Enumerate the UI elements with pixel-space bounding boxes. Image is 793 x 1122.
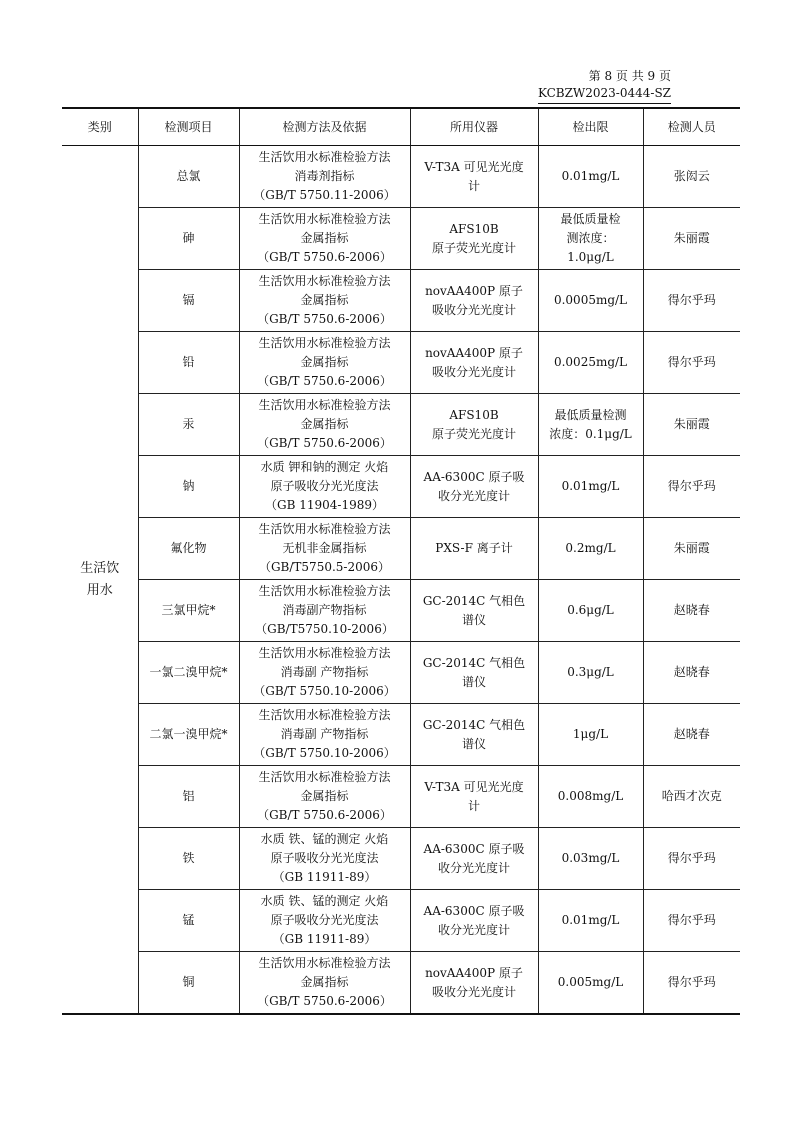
method-line: 水质 铁、锰的测定 火焰 bbox=[260, 894, 389, 908]
column-header-lod: 检出限 bbox=[538, 108, 643, 146]
lod-line: 0.01mg/L bbox=[561, 169, 620, 183]
method-line: 生活饮用水标准检验方法 bbox=[258, 150, 391, 164]
instrument-line: 收分光光度计 bbox=[437, 922, 510, 937]
method-cell bbox=[239, 208, 410, 270]
item-cell: 一氯二溴甲烷* bbox=[138, 642, 239, 704]
instrument-line: 谱仪 bbox=[461, 612, 486, 627]
table-body bbox=[62, 146, 740, 1015]
column-header-personnel: 检测人员 bbox=[643, 108, 740, 146]
method-line: （GB/T 5750.10-2006） bbox=[253, 684, 396, 698]
instrument-line: GC-2014C 气相色 bbox=[422, 593, 526, 608]
personnel-cell: 得尔乎玛 bbox=[643, 456, 740, 518]
item-cell: 砷 bbox=[138, 208, 239, 270]
method-line: 生活饮用水标准检验方法 bbox=[258, 212, 391, 226]
table-row bbox=[62, 270, 740, 332]
method-line: （GB/T 5750.11-2006） bbox=[253, 188, 396, 202]
method-line: 消毒剂指标 bbox=[294, 169, 355, 183]
personnel-cell: 得尔乎玛 bbox=[643, 952, 740, 1015]
instrument-line: 吸收分光光度计 bbox=[431, 302, 516, 317]
personnel-cell: 赵晓春 bbox=[643, 642, 740, 704]
lod-cell bbox=[538, 456, 643, 518]
table-row bbox=[62, 766, 740, 828]
method-line: （GB/T 5750.6-2006） bbox=[257, 994, 392, 1008]
lod-line: 0.3μg/L bbox=[567, 665, 614, 679]
item-cell: 铁 bbox=[138, 828, 239, 890]
method-line: 生活饮用水标准检验方法 bbox=[258, 770, 391, 784]
table-row bbox=[62, 580, 740, 642]
method-line: （GB/T 5750.10-2006） bbox=[253, 746, 396, 760]
method-line: 金属指标 bbox=[300, 355, 349, 369]
item-cell: 铅 bbox=[138, 332, 239, 394]
personnel-cell: 朱丽霞 bbox=[643, 394, 740, 456]
lod-cell bbox=[538, 270, 643, 332]
instrument-line: 谱仪 bbox=[461, 736, 486, 751]
results-table bbox=[62, 107, 740, 1015]
table-row bbox=[62, 394, 740, 456]
method-line: 原子吸收分光光度法 bbox=[270, 913, 379, 927]
method-cell bbox=[239, 766, 410, 828]
method-cell bbox=[239, 146, 410, 208]
instrument-cell bbox=[410, 518, 538, 580]
instrument-line: AA-6300C 原子吸 bbox=[423, 903, 525, 918]
method-cell bbox=[239, 456, 410, 518]
method-cell bbox=[239, 890, 410, 952]
method-line: （GB 11911-89） bbox=[272, 932, 377, 946]
lod-cell bbox=[538, 642, 643, 704]
table-row bbox=[62, 828, 740, 890]
item-cell: 锰 bbox=[138, 890, 239, 952]
instrument-line: 计 bbox=[467, 798, 480, 813]
personnel-cell: 得尔乎玛 bbox=[643, 890, 740, 952]
method-line: （GB/T 5750.6-2006） bbox=[257, 312, 392, 326]
method-cell bbox=[239, 518, 410, 580]
item-cell: 氟化物 bbox=[138, 518, 239, 580]
personnel-cell: 朱丽霞 bbox=[643, 208, 740, 270]
method-line: 金属指标 bbox=[300, 789, 349, 803]
lod-line: 1.0μg/L bbox=[567, 250, 614, 264]
instrument-line: AFS10B bbox=[449, 407, 499, 422]
instrument-line: 吸收分光光度计 bbox=[431, 984, 516, 999]
method-line: （GB/T5750.10-2006） bbox=[255, 622, 394, 636]
table-row bbox=[62, 518, 740, 580]
table-row bbox=[62, 456, 740, 518]
method-line: 生活饮用水标准检验方法 bbox=[258, 274, 391, 288]
item-cell: 铜 bbox=[138, 952, 239, 1015]
method-line: （GB/T 5750.6-2006） bbox=[257, 436, 392, 450]
lod-cell bbox=[538, 828, 643, 890]
instrument-cell bbox=[410, 704, 538, 766]
lod-line: 浓度：0.1μg/L bbox=[549, 426, 632, 441]
instrument-line: 原子荧光光度计 bbox=[431, 240, 516, 255]
instrument-cell bbox=[410, 146, 538, 208]
method-line: 金属指标 bbox=[300, 231, 349, 245]
method-line: 水质 铁、锰的测定 火焰 bbox=[260, 832, 389, 846]
lod-line: 0.0005mg/L bbox=[553, 293, 628, 307]
lod-line: 0.2mg/L bbox=[565, 541, 616, 555]
instrument-line: novAA400P 原子 bbox=[425, 965, 523, 980]
method-line: 生活饮用水标准检验方法 bbox=[258, 708, 391, 722]
method-cell bbox=[239, 580, 410, 642]
personnel-cell: 得尔乎玛 bbox=[643, 270, 740, 332]
method-cell bbox=[239, 270, 410, 332]
instrument-line: AA-6300C 原子吸 bbox=[423, 469, 525, 484]
item-cell: 三氯甲烷* bbox=[138, 580, 239, 642]
method-cell bbox=[239, 952, 410, 1015]
instrument-line: novAA400P 原子 bbox=[425, 345, 523, 360]
personnel-cell: 赵晓春 bbox=[643, 704, 740, 766]
method-line: 消毒副 产物指标 bbox=[280, 665, 369, 679]
table-row bbox=[62, 208, 740, 270]
method-cell bbox=[239, 394, 410, 456]
method-line: （GB 11904-1989） bbox=[265, 498, 384, 512]
lod-cell bbox=[538, 208, 643, 270]
instrument-cell bbox=[410, 208, 538, 270]
instrument-line: 吸收分光光度计 bbox=[431, 364, 516, 379]
instrument-line: AA-6300C 原子吸 bbox=[423, 841, 525, 856]
instrument-cell bbox=[410, 952, 538, 1015]
instrument-line: V-T3A 可见光光度 bbox=[424, 779, 524, 794]
lod-cell bbox=[538, 332, 643, 394]
lod-line: 最低质量检 bbox=[560, 212, 621, 226]
lod-line: 1μg/L bbox=[572, 727, 609, 741]
lod-line: 0.01mg/L bbox=[561, 479, 620, 493]
instrument-line: V-T3A 可见光光度 bbox=[424, 159, 524, 174]
item-cell: 汞 bbox=[138, 394, 239, 456]
item-cell: 总氯 bbox=[138, 146, 239, 208]
table-row bbox=[62, 890, 740, 952]
method-line: 生活饮用水标准检验方法 bbox=[258, 646, 391, 660]
instrument-line: AFS10B bbox=[449, 221, 499, 236]
column-header-category: 类别 bbox=[62, 108, 138, 146]
method-line: 生活饮用水标准检验方法 bbox=[258, 584, 391, 598]
page-indicator: 第 8 页 共 9 页 bbox=[588, 69, 671, 83]
personnel-cell: 得尔乎玛 bbox=[643, 332, 740, 394]
method-line: 原子吸收分光光度法 bbox=[270, 479, 379, 493]
instrument-cell bbox=[410, 580, 538, 642]
method-line: （GB 11911-89） bbox=[272, 870, 377, 884]
instrument-cell bbox=[410, 456, 538, 518]
table-row bbox=[62, 642, 740, 704]
method-line: 生活饮用水标准检验方法 bbox=[258, 398, 391, 412]
item-cell: 钠 bbox=[138, 456, 239, 518]
personnel-cell: 哈西才次克 bbox=[643, 766, 740, 828]
instrument-line: 谱仪 bbox=[461, 674, 486, 689]
instrument-cell bbox=[410, 332, 538, 394]
table-row bbox=[62, 952, 740, 1015]
instrument-line: 原子荧光光度计 bbox=[431, 426, 516, 441]
method-line: （GB/T5750.5-2006） bbox=[258, 560, 391, 574]
instrument-cell bbox=[410, 766, 538, 828]
item-cell: 铝 bbox=[138, 766, 239, 828]
lod-cell bbox=[538, 704, 643, 766]
method-line: 金属指标 bbox=[300, 293, 349, 307]
instrument-cell bbox=[410, 890, 538, 952]
method-line: 金属指标 bbox=[300, 417, 349, 431]
method-line: 生活饮用水标准检验方法 bbox=[258, 336, 391, 350]
method-cell bbox=[239, 828, 410, 890]
method-line: （GB/T 5750.6-2006） bbox=[257, 250, 392, 264]
column-header-method: 检测方法及依据 bbox=[239, 108, 410, 146]
instrument-cell bbox=[410, 828, 538, 890]
table-header-row bbox=[62, 108, 740, 146]
personnel-cell: 朱丽霞 bbox=[643, 518, 740, 580]
method-line: 水质 钾和钠的测定 火焰 bbox=[260, 460, 389, 474]
method-cell bbox=[239, 704, 410, 766]
method-line: 消毒副产物指标 bbox=[282, 603, 367, 617]
category-cell: 生活饮 用水 bbox=[62, 146, 138, 1015]
instrument-line: 计 bbox=[467, 178, 480, 193]
lod-line: 0.6μg/L bbox=[567, 603, 614, 617]
instrument-line: PXS-F 离子计 bbox=[435, 541, 513, 555]
instrument-line: 收分光光度计 bbox=[437, 860, 510, 875]
lod-cell bbox=[538, 952, 643, 1015]
lod-cell bbox=[538, 890, 643, 952]
method-line: （GB/T 5750.6-2006） bbox=[257, 374, 392, 388]
lod-line: 0.008mg/L bbox=[557, 789, 624, 803]
column-header-instrument: 所用仪器 bbox=[410, 108, 538, 146]
lod-cell bbox=[538, 394, 643, 456]
method-line: 生活饮用水标准检验方法 bbox=[258, 956, 391, 970]
table-row bbox=[62, 146, 740, 208]
item-cell: 二氯一溴甲烷* bbox=[138, 704, 239, 766]
table-row bbox=[62, 704, 740, 766]
lod-line: 0.01mg/L bbox=[561, 913, 620, 927]
method-line: 生活饮用水标准检验方法 bbox=[258, 522, 391, 536]
personnel-cell: 赵晓春 bbox=[643, 580, 740, 642]
lod-line: 0.03mg/L bbox=[561, 851, 620, 865]
lod-cell bbox=[538, 146, 643, 208]
lod-line: 测浓度： bbox=[566, 231, 615, 245]
personnel-cell: 得尔乎玛 bbox=[643, 828, 740, 890]
method-cell bbox=[239, 332, 410, 394]
lod-line: 0.005mg/L bbox=[557, 975, 624, 989]
method-line: 消毒副 产物指标 bbox=[280, 727, 369, 741]
method-cell bbox=[239, 642, 410, 704]
lod-cell bbox=[538, 766, 643, 828]
instrument-line: 收分光光度计 bbox=[437, 488, 510, 503]
lod-cell bbox=[538, 580, 643, 642]
instrument-line: GC-2014C 气相色 bbox=[422, 655, 526, 670]
method-line: 无机非金属指标 bbox=[282, 541, 367, 555]
page-header bbox=[538, 68, 671, 104]
personnel-cell: 张闳云 bbox=[643, 146, 740, 208]
table-row bbox=[62, 332, 740, 394]
method-line: 原子吸收分光光度法 bbox=[270, 851, 379, 865]
instrument-line: novAA400P 原子 bbox=[425, 283, 523, 298]
method-line: （GB/T 5750.6-2006） bbox=[257, 808, 392, 822]
column-header-item: 检测项目 bbox=[138, 108, 239, 146]
lod-line: 0.0025mg/L bbox=[553, 355, 628, 369]
instrument-line: GC-2014C 气相色 bbox=[422, 717, 526, 732]
instrument-cell bbox=[410, 270, 538, 332]
lod-cell bbox=[538, 518, 643, 580]
instrument-cell bbox=[410, 642, 538, 704]
item-cell: 镉 bbox=[138, 270, 239, 332]
method-line: 金属指标 bbox=[300, 975, 349, 989]
lod-line: 最低质量检测 bbox=[554, 407, 627, 422]
instrument-cell bbox=[410, 394, 538, 456]
report-number: KCBZW2023-0444-SZ bbox=[538, 85, 671, 104]
